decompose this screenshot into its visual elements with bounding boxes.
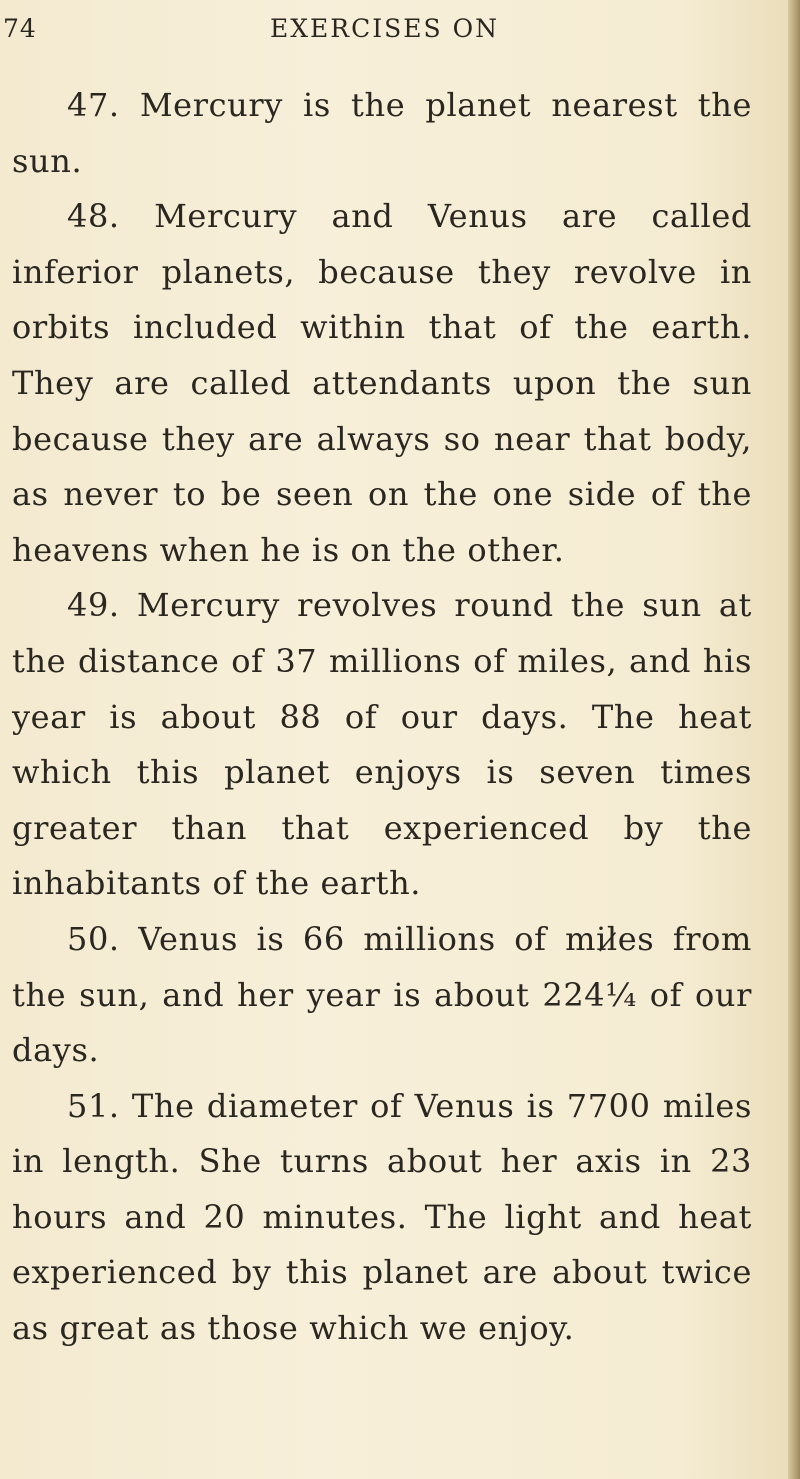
running-head: EXERCISES ON (270, 14, 499, 43)
page-number: 74 (3, 14, 37, 43)
page-header (0, 8, 780, 52)
page-edge (788, 0, 800, 1479)
paragraph-48: 48. Mercury and Venus are called inferior planets, because they revolve in orbits included within that of the earth. They are called attendants upon the sun because they are always so near that body, as never to be seen on the one side of the heavens when he is on the other. (12, 197, 752, 569)
paragraph-51: 51. The diameter of Venus is 7700 miles in length. She turns about her axis in 23 hours and 20 minutes. The light and heat experienced by this planet are about twice as great as those which we enjoy. (12, 1086, 752, 1348)
paragraph-50: 50. Venus is 66 millions of mil̷es from the sun, and her year is about 224¼ of our days. (12, 919, 752, 1070)
paragraph-49: 49. Mercury revolves round the sun at the distance of 37 millions of miles, and his year is about 88 of our days. The heat which this planet enjoys is seven times greater than that experienced by the inhabitants of the earth. (12, 586, 752, 903)
paragraph-47: 47. Mercury is the planet nearest the sun. (12, 86, 752, 180)
body-text (12, 78, 752, 1357)
